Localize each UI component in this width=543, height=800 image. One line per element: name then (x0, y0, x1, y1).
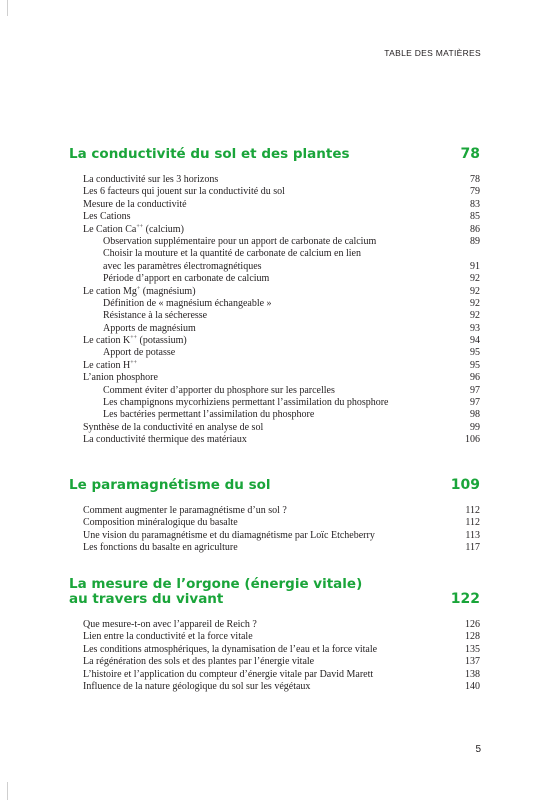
toc-entry-text: Période d’apport en carbonate de calcium (103, 273, 270, 285)
toc-entry-text: avec les paramètres électromagnétiques (103, 260, 262, 272)
toc-entry-text: Le cation H (83, 359, 131, 371)
toc-entry-text: L’histoire et l’application du compteur d’énergie vitale par David Marett (83, 668, 374, 680)
toc-entry[interactable] (83, 186, 480, 198)
toc-entry-title (83, 224, 184, 236)
toc-entry-page-number: 93 (470, 322, 480, 334)
toc-entry-page-number: 137 (465, 656, 480, 668)
toc-entry-title (103, 409, 314, 421)
toc-entry-suffix: (potassium) (136, 335, 187, 347)
toc-entry-list (83, 619, 480, 693)
toc-entry[interactable] (83, 434, 480, 446)
chapter-title: La mesure de l’orgone (énergie vitale) au travers du vivant (69, 576, 363, 607)
toc-entry-text: La régénération des sols et des plantes par l’énergie vitale (83, 656, 315, 668)
toc-entry-text: La conductivité thermique des matériaux (83, 434, 247, 446)
toc-entry-page-number: 112 (465, 517, 480, 529)
toc-chapter (69, 147, 480, 447)
toc-entry-page-number: 91 (470, 260, 480, 272)
toc-entry[interactable] (83, 310, 480, 322)
toc-entry-title (103, 397, 389, 409)
toc-entry-page-number: 99 (470, 421, 480, 433)
toc-entry-page-number: 95 (470, 359, 480, 371)
toc-entry-suffix: (magnésium) (140, 285, 196, 297)
chapter-page-number: 109 (450, 477, 480, 493)
chapter-title: La conductivité du sol et des plantes (69, 146, 350, 162)
toc-entry[interactable] (83, 409, 480, 421)
toc-chapter (69, 478, 480, 555)
toc-entry-page-number: 97 (470, 384, 480, 396)
chapter-heading[interactable] (69, 147, 480, 162)
toc-entry-title (103, 298, 272, 310)
toc-entry-text: La conductivité sur les 3 horizons (83, 174, 219, 185)
toc-entry[interactable] (83, 236, 480, 248)
chapter-heading[interactable] (69, 478, 480, 493)
toc-entry-page-number: 85 (470, 211, 480, 223)
toc-entry-title (83, 644, 377, 656)
toc-entry-title (83, 542, 238, 554)
toc-chapter (69, 577, 480, 693)
toc-entry-title (83, 335, 187, 347)
toc-entry-text: Une vision du paramagnétisme et du diamagnétisme par Loïc Etcheberry (83, 529, 375, 541)
toc-entry-title (83, 434, 247, 446)
toc-entry-title (83, 505, 287, 517)
toc-entry[interactable] (83, 397, 480, 409)
toc-entry-title (83, 681, 310, 693)
toc-entry[interactable] (83, 298, 480, 310)
toc-entry[interactable] (83, 224, 480, 236)
toc-entry-text: Le cation K (83, 335, 131, 347)
toc-entry-text: Les bactéries permettant l’assimilation du phosphore (103, 409, 315, 421)
toc-entry-title (83, 619, 257, 631)
toc-entry-page-number: 98 (470, 409, 480, 421)
toc-entry-text: Synthèse de la conductivité en analyse de sol (83, 421, 264, 433)
toc-entry-title (83, 669, 373, 681)
toc-entry-text: Les champignons mycorhiziens permettant l’assimilation du phosphore (103, 397, 389, 409)
toc-entry-title (83, 530, 375, 542)
toc-entry-text: Apport de potasse (103, 347, 176, 359)
toc-entry-title (83, 174, 218, 186)
toc-entry-text: Observation supplémentaire pour un apport de carbonate de calcium (103, 235, 377, 247)
toc-entry[interactable] (83, 422, 480, 434)
chapter-heading[interactable] (69, 577, 480, 607)
toc-entry-text: Comment augmenter le paramagnétisme d’un sol ? (83, 505, 287, 516)
toc-entry-page-number: 92 (470, 285, 480, 297)
toc-entry-page-number: 89 (470, 235, 480, 247)
toc-entry-page-number: 92 (470, 310, 480, 322)
running-header: TABLE DES MATIÈRES (384, 48, 481, 58)
toc-entry-text: Choisir la mouture et la quantité de carbonate de calcium en lien (103, 248, 361, 260)
toc-entry-text: Comment éviter d’apporter du phosphore sur les parcelles (103, 384, 335, 396)
toc-entry-page-number: 92 (470, 273, 480, 285)
crop-mark-top (7, 0, 8, 16)
toc-entry-text: Le Cation Ca (83, 223, 137, 235)
toc-entry-page-number: 79 (470, 186, 480, 198)
toc-entry-page-number: 128 (465, 631, 480, 643)
toc-entry-text: Apports de magnésium (103, 322, 196, 334)
toc-entry-title (83, 286, 196, 298)
toc-entry-page-number: 78 (470, 174, 480, 185)
toc-entry[interactable] (83, 385, 480, 397)
toc-entry-text: Les fonctions du basalte en agriculture (83, 542, 238, 554)
toc-entry-text: Mesure de la conductivité (83, 198, 187, 210)
toc-entry[interactable] (83, 517, 480, 529)
chapter-title: Le paramagnétisme du sol (69, 477, 271, 493)
ion-charge-superscript: ++ (130, 359, 137, 366)
toc-entry-text: Composition minéralogique du basalte (83, 517, 238, 529)
toc-entry-title (83, 211, 131, 223)
toc-entry-suffix: (calcium) (143, 223, 184, 235)
toc-entry-page-number: 106 (465, 434, 480, 446)
toc-entry[interactable] (83, 323, 480, 335)
toc-entry[interactable] (83, 669, 480, 681)
toc-entry[interactable] (83, 211, 480, 223)
toc-entry-page-number: 83 (470, 198, 480, 210)
ion-charge-superscript: + (136, 285, 141, 292)
toc-entry-page-number: 126 (465, 619, 480, 630)
toc-entry-page-number: 138 (465, 668, 480, 680)
toc-entry[interactable] (83, 286, 480, 298)
toc-entry-text: Les conditions atmosphériques, la dynamisation de l’eau et la force vitale (83, 643, 378, 655)
toc-entry[interactable] (83, 681, 480, 693)
toc-entry-page-number: 95 (470, 347, 480, 359)
toc-entry-title (83, 186, 285, 198)
toc-entry[interactable] (83, 174, 480, 186)
toc-entry-text: Que mesure-t-on avec l’appareil de Reich ? (83, 619, 257, 630)
toc-entry-text: Les 6 facteurs qui jouent sur la conductivité du sol (83, 186, 285, 198)
toc-entry[interactable] (83, 372, 480, 384)
toc-entry-page-number: 140 (465, 680, 480, 692)
chapter-page-number: 78 (460, 146, 480, 162)
toc-entry-title (83, 360, 137, 372)
toc-entry-page-number: 112 (465, 505, 480, 516)
toc-entry[interactable] (83, 347, 480, 359)
toc-entry-title (103, 273, 269, 285)
toc-entry-page-number: 117 (465, 542, 480, 554)
toc-entry-text: Le cation Mg (83, 285, 137, 297)
toc-entry-text: L’anion phosphore (83, 372, 158, 384)
toc-entry[interactable] (83, 619, 480, 631)
toc-entry[interactable] (83, 261, 480, 273)
toc-entry-text: Lien entre la conductivité et la force vitale (83, 631, 253, 643)
toc-entry-title (103, 310, 207, 322)
toc-entry[interactable] (83, 644, 480, 656)
toc-entry[interactable] (83, 199, 480, 211)
toc-entry[interactable] (83, 505, 480, 517)
toc-entry-text: Les Cations (83, 211, 131, 223)
crop-mark-bottom (7, 782, 8, 800)
toc-entry-title (103, 236, 376, 248)
toc-entry-title (83, 199, 187, 211)
toc-entry-page-number: 94 (470, 335, 480, 347)
page-number: 5 (475, 744, 481, 755)
toc-entry[interactable] (83, 631, 480, 643)
toc-entry-text: Définition de « magnésium échangeable » (103, 297, 272, 309)
toc-entry-title (83, 656, 314, 668)
toc-entry[interactable] (83, 335, 480, 347)
toc-entry-title (103, 347, 175, 359)
toc-entry-title (103, 248, 361, 260)
toc-entry-page-number: 135 (465, 643, 480, 655)
ion-charge-superscript: ++ (136, 223, 144, 230)
toc-entry[interactable] (83, 273, 480, 285)
toc-entry-text: Résistance à la sécheresse (103, 310, 208, 322)
toc-entry[interactable] (83, 656, 480, 668)
toc-entry-title (83, 422, 263, 434)
toc-entry-title (103, 385, 335, 397)
toc-entry[interactable] (83, 360, 480, 372)
toc-entry-title (103, 261, 262, 273)
toc-entry-title (83, 631, 253, 643)
toc-entry-title (103, 323, 196, 335)
toc-entry-page-number: 96 (470, 372, 480, 384)
toc-entry-title (83, 517, 238, 529)
toc-entry-text: Influence de la nature géologique du sol sur les végétaux (83, 680, 311, 692)
chapter-page-number: 122 (450, 591, 480, 607)
toc-entry-list (83, 505, 480, 555)
toc-entry[interactable] (83, 542, 480, 554)
toc-entry-page-number: 113 (465, 529, 480, 541)
toc-entry-title (83, 372, 158, 384)
toc-entry[interactable] (83, 530, 480, 542)
toc-entry-page-number: 86 (470, 223, 480, 235)
toc-entry-page-number: 92 (470, 297, 480, 309)
ion-charge-superscript: ++ (130, 335, 137, 342)
toc-entry[interactable] (83, 248, 480, 260)
toc-entry-list (83, 174, 480, 447)
toc-entry-page-number: 97 (470, 397, 480, 409)
